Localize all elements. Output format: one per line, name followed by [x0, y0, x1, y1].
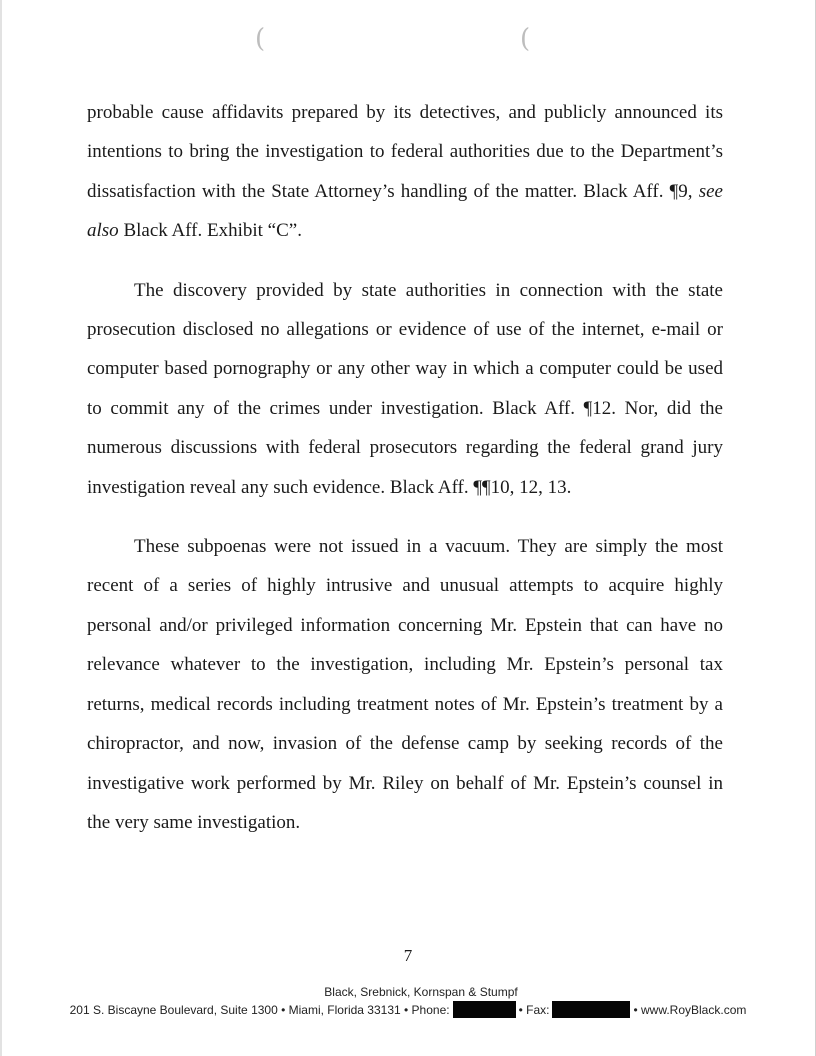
- redacted-fax: [552, 1001, 630, 1018]
- hole-punch-mark-left: (: [255, 24, 266, 54]
- paragraph-text: The discovery provided by state authorities in connection with the state prosecution disclosed no allegations or evidence of use of the internet, e-mail or computer based pornography or any other way in which a computer could be used to commit any of the crimes under investigation. Black Aff. ¶12. Nor, did the numerous discussions with federal prosecutors regarding the federal grand jury investigation reveal any such evidence. Black Aff. ¶¶10, 12, 13.: [87, 279, 723, 498]
- firm-contact-line: [0, 1001, 816, 1018]
- scan-edge: [0, 0, 2, 1056]
- redacted-phone: [453, 1001, 516, 1018]
- paragraph-text: These subpoenas were not issued in a vacuum. They are simply the most recent of a series of highly intrusive and unusual attempts to acquire highly personal and/or privileged information concerning Mr. Epstein that can have no relevance whatever to the investigation, including Mr. Epstein’s personal tax returns, medical records including treatment notes of Mr. Epstein’s treatment by a chiropractor, and now, invasion of the defense camp by seeking records of the investigative work performed by Mr. Riley on behalf of Mr. Epstein’s counsel in the very same investigation.: [87, 536, 723, 833]
- hole-punch-mark-right: (: [520, 24, 531, 54]
- firm-address: 201 S. Biscayne Boulevard, Suite 1300 • Miami, Florida 33131 • Phone:: [69, 1002, 450, 1017]
- italic-text: see also: [87, 180, 723, 242]
- document-body: [87, 93, 723, 842]
- letterhead-footer: [0, 985, 816, 1018]
- fax-label: • Fax:: [518, 1002, 550, 1017]
- firm-website: • www.RoyBlack.com: [633, 1002, 747, 1017]
- page-number: 7: [403, 946, 413, 965]
- paragraph-text: probable cause affidavits prepared by its detectives, and publicly announced its intentions to bring the investigation to federal authorities due to the Department’s dissatisfaction with the State Attorney’s handling of the matter. Black Aff. ¶9,: [87, 102, 723, 202]
- body-paragraph: [87, 527, 723, 842]
- paragraph-text: Black Aff. Exhibit “C”.: [118, 220, 302, 242]
- firm-name: Black, Srebnick, Kornspan & Stumpf: [324, 985, 518, 999]
- body-paragraph: [87, 93, 723, 251]
- body-paragraph: [87, 271, 723, 507]
